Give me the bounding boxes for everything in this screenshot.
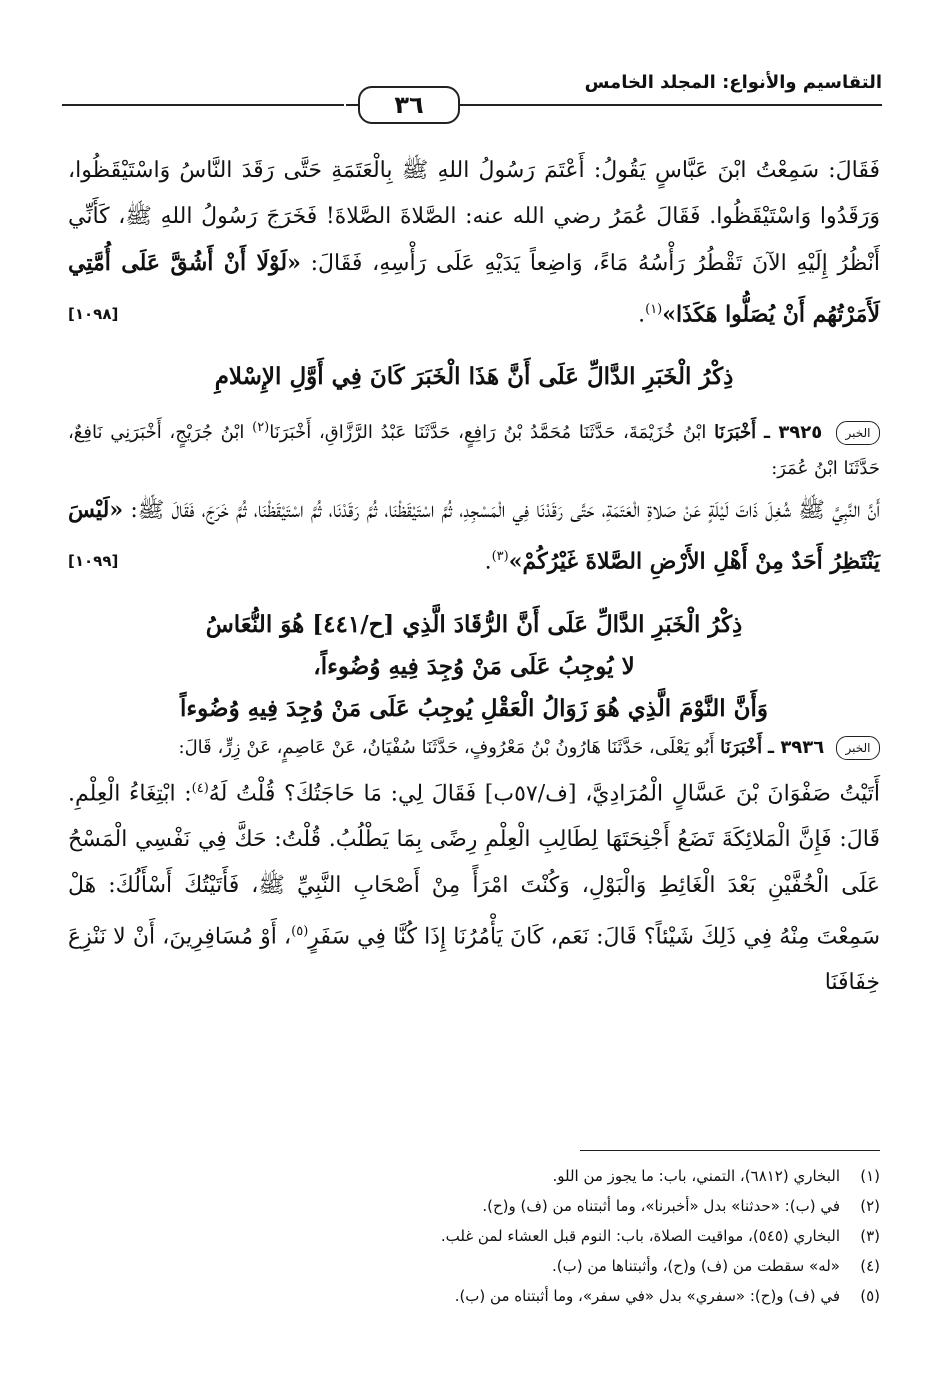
paragraph-2-text: أَنَّ النَّبِيَّ ﷺ شُغِلَ ذَاتَ لَيْلَةٍ عَنْ صَلاةِ الْعَتَمَةِ، حَتَّى رَقَدْنَا فِي الْمَسْجِدِ، ثُمَّ اسْتَيْقَظْنَا، ثُمَّ رَقَدْنَا، ثُمَّ اسْتَيْقَظْنَا، ثُمَّ خَرَجَ، فَقَالَ ﷺ: [130,498,880,524]
footnote-ref-2: (٢) [252,420,270,436]
prophet-quote-2: «لَيْسَ يَنْتَظِرُ أَحَدٌ مِنْ أَهْلِ الأَرْضِ الصَّلاةَ غَيْرُكُمْ» [68,497,880,575]
chapter-heading-1: ذِكْرُ الْخَبَرِ الدَّالِّ عَلَى أَنَّ هَذَا الْخَبَرَ كَانَ فِي أَوَّلِ الإِسْلامِ [214,363,734,391]
isnad-text-2: ابْنُ جُرَيْجٍ، أَخْبَرَنِي نَافِعٌ، حَدَّثَنَا ابْنُ عُمَرَ: [68,422,880,480]
prophet-quote-1: «لَوْلَا أَنْ أَشُقَّ عَلَى أُمَّتِي لَأَمَرْتُهُم أَنْ يُصَلُّوا هَكَذَا» [68,250,880,328]
hadith-reference-1098: [١٠٩٨] [68,305,119,323]
footnote-text: البخاري (٥٤٥)، مواقيت الصلاة، باب: النوم قبل العشاء لمن غلب. [440,1227,840,1245]
page-number-box [358,86,460,124]
header-rule-left [62,104,344,106]
footnote-1 [68,1161,880,1191]
footnote-3 [68,1221,880,1251]
hadith-badge-icon: الخبر [836,736,880,760]
paragraph-1-end: . [638,302,646,328]
footnote-ref-4: (٤) [191,780,209,796]
footnote-number: (١) [860,1167,880,1185]
page-header [62,72,882,132]
akhbarana-word: أَخْبَرَنَا [720,736,763,758]
paragraph-1-text: فَقَالَ: سَمِعْتُ ابْنَ عَبَّاسٍ يَقُولُ: أَعْتَمَ رَسُولُ اللهِ ﷺ بِالْعَتَمَةِ حَتَّى رَقَدَ النَّاسُ وَاسْتَيْقَظُوا، وَرَقَدُوا وَاسْتَيْقَظُوا. فَقَالَ عُمَرُ رضي الله عنه: الصَّلاةَ الصَّلاةَ! فَخَرَجَ رَسُولُ اللهِ ﷺ، كَأَنِّي أَنْظُرُ إِلَيْهِ الآنَ تَقْطُرُ رَأْسُهُ مَاءً، وَاضِعاً يَدَيْهِ عَلَى رَأْسِهِ، فَقَالَ: [68,158,880,276]
hadith-reference-1099: [١٠٩٩] [68,552,119,571]
hadith-number-3925: ٣٩٢٥ ـ [763,422,823,444]
footnote-text: البخاري (٦٨١٢)، التمني، باب: ما يجوز من اللو. [552,1167,840,1185]
hadith-number-3936: ٣٩٣٦ ـ [767,736,825,758]
header-rule-right [462,104,882,106]
footnote-number: (٢) [860,1197,880,1215]
footnote-text: «له» سقطت من (ف) و(ح)، وأثبتناها من (ب). [552,1257,840,1275]
footnote-text: في (ف) و(ح): «سفري» بدل «في سفر»، وما أثبتناه من (ب). [454,1287,840,1305]
footnotes [68,1150,880,1311]
hadith-badge-icon: الخبر [836,421,880,445]
footnote-ref-3: (٣) [491,549,509,565]
footnote-2 [68,1191,880,1221]
chapter-heading-2-line-2: لا يُوجِبُ عَلَى مَنْ وُجِدَ فِيهِ وُضُوءاً، [313,652,635,680]
isnad-text: ابْنُ خُزَيْمَةَ، حَدَّثَنَا مُحَمَّدُ بْنُ رَافِعٍ، حَدَّثَنَا عَبْدُ الرَّزَّاقِ، أَخْبَرَنَا [269,422,707,444]
paragraph-2 [68,487,880,585]
running-title: التقاسيم والأنواع: المجلد الخامس [584,72,882,93]
footnote-ref-5: (٥) [291,923,309,939]
paragraph-3-text-c: ، أَوْ مُسَافِرِينَ، أَنْ لا نَنْزِعَ خِفَافَنَا [68,924,880,996]
hadith-3925-isnad [68,410,880,487]
paragraph-1 [68,148,880,338]
page-number: ٣٦ [394,91,424,119]
paragraph-3 [68,766,880,1007]
footnote-ref-1: (١) [645,302,663,317]
footnote-4 [68,1251,880,1281]
footnote-divider [580,1150,880,1151]
akhbarana-word: أَخْبَرَنَا [714,422,757,444]
footnote-number: (٣) [860,1227,880,1245]
footnote-number: (٥) [860,1287,880,1305]
hadith-3936-isnad [68,730,880,766]
isnad-text: أَبُو يَعْلَى، حَدَّثَنَا هَارُونُ بْنُ مَعْرُوفٍ، حَدَّثَنَا سُفْيَانُ، عَنْ عَاصِمٍ، عَنْ زِرٍّ، قَالَ: [178,736,715,758]
paragraph-3-text-b: : ابْتِغَاءُ الْعِلْمِ. قَالَ: فَإِنَّ الْمَلائِكَةَ تَضَعُ أَجْنِحَتَهَا لِطَالِبِ الْعِلْمِ رِضًى بِمَا يَطْلُبُ. قُلْتُ: حَكَّ فِي نَفْسِي الْمَسْحُ عَلَى الْخُفَّيْنِ بَعْدَ الْغَائِطِ وَالْبَوْلِ، وَكُنْتَ امْرَأً مِنْ أَصْحَابِ النَّبِيِّ ﷺ، فَأَتَيْتُكَ أَسْأَلُكَ: هَلْ سَمِعْتَ مِنْهُ فِي ذَلِكَ شَيْئاً؟ قَالَ: نَعَم، كَانَ يَأْمُرُنَا إِذَا كُنَّا فِي سَفَرٍ [68,780,881,950]
footnote-number: (٤) [860,1257,880,1275]
paragraph-3-text: أَتَيْتُ صَفْوَانَ بْنَ عَسَّالٍ الْمُرَادِيَّ، [ف/٥٧ب] فَقَالَ لِي: مَا حَاجَتُكَ؟ قُلْتُ لَهُ [208,780,881,806]
paragraph-2-end: . [484,549,492,575]
footnote-5 [68,1281,880,1311]
chapter-heading-2-line-3: وَأَنَّ النَّوْمَ الَّذِي هُوَ زَوَالُ الْعَقْلِ يُوجِبُ عَلَى مَنْ وُجِدَ فِيهِ وُضُوءاً [179,694,769,722]
footnote-text: في (ب): «حدثنا» بدل «أخبرنا»، وما أثبتناه من (ف) و(ح). [482,1197,840,1215]
chapter-heading-2-line-1: ذِكْرُ الْخَبَرِ الدَّالِّ عَلَى أَنَّ الرُّقَادَ الَّذِي [ح/٤٤١] هُوَ النُّعَاسُ [205,610,743,638]
main-text [68,148,880,1006]
